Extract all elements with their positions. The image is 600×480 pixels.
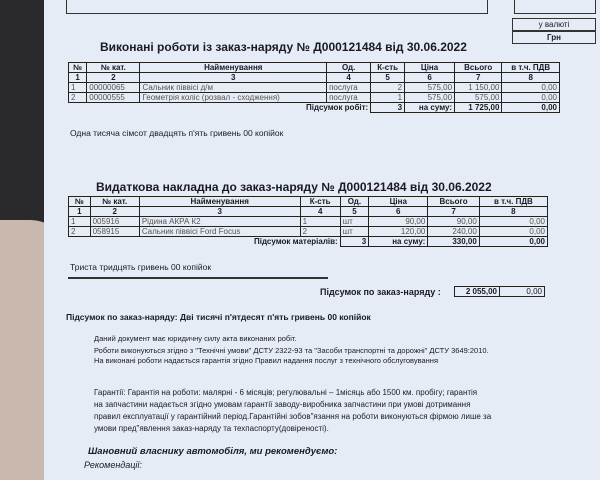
column-header: № кат.	[90, 197, 139, 207]
grand-total-vat: 0,00	[500, 287, 545, 297]
table-cell: 00000065	[87, 83, 140, 93]
table-cell: 575,00	[405, 83, 455, 93]
column-header: №	[69, 63, 87, 73]
column-number: 8	[502, 73, 560, 83]
table-cell: послуга	[327, 93, 371, 103]
note-3: На виконані роботи надається гарантія згідно Правил надання послуг з технічного обслуговування	[94, 356, 439, 365]
table-cell: послуга	[327, 83, 371, 93]
currency-label: у валюті	[512, 18, 596, 31]
warranty-3: правил експлуатації у гарантійний період.Гарантійні зобов"язання на роботи виконуються фірмою лише за	[94, 412, 492, 421]
table-cell: Сальник піввісі Ford Focus	[139, 227, 300, 237]
table-cell: 1	[69, 217, 91, 227]
column-number: 4	[327, 73, 371, 83]
table-cell: 0,00	[502, 93, 560, 103]
column-header: Ціна	[405, 63, 455, 73]
table-cell: 575,00	[455, 93, 502, 103]
table-cell: 90,00	[369, 217, 428, 227]
table-cell: 1	[69, 83, 87, 93]
column-number: 3	[140, 73, 327, 83]
column-header: Найменування	[140, 63, 327, 73]
table-cell: 005916	[90, 217, 139, 227]
column-number: 6	[369, 207, 428, 217]
works-table	[68, 62, 560, 113]
table-cell: 575,00	[405, 93, 455, 103]
table-cell: 1	[300, 217, 340, 227]
grand-total-words: Підсумок по заказ-наряду: Дві тисячі п'ятдесят п'ять гривень 00 копійок	[66, 312, 371, 322]
table-cell: 2	[69, 93, 87, 103]
column-number: 3	[139, 207, 300, 217]
works-title: Виконані роботи із заказ-наряду № Д000121484 від 30.06.2022	[100, 40, 467, 54]
column-number: 7	[455, 73, 502, 83]
currency-box	[512, 18, 596, 44]
total-label: Підсумок матеріалів:	[253, 237, 338, 247]
total-sum: 1 725,00	[455, 103, 502, 113]
materials-title: Видаткова накладна до заказ-наряду № Д000121484 від 30.06.2022	[96, 180, 492, 194]
column-number: 2	[87, 73, 140, 83]
warranty-1: Гарантії: Гарантія на роботи: малярні - 6 місяців; регулювальні – 1місяць або 1500 км. пробігу; гарантія	[94, 388, 478, 397]
column-header: №	[69, 197, 91, 207]
recommend-title: Шановний власнику автомобіля, ми рекомендуємо:	[88, 446, 338, 457]
column-header: Всього	[428, 197, 479, 207]
column-number: 5	[371, 73, 405, 83]
sum-label: на суму:	[405, 103, 455, 113]
total-qty: 3	[371, 103, 405, 113]
table-cell: 2	[371, 83, 405, 93]
total-label: Підсумок робіт:	[306, 103, 369, 113]
currency-value: Грн	[512, 31, 596, 44]
total-vat: 0,00	[479, 237, 547, 247]
column-header: К-сть	[371, 63, 405, 73]
table-row	[69, 217, 548, 227]
table-cell: Сальник піввісі д/м	[140, 83, 327, 93]
column-header: Од.	[340, 197, 368, 207]
table-cell: Рідина АКРА К2	[139, 217, 300, 227]
table-cell: 00000555	[87, 93, 140, 103]
total-sum: 330,00	[428, 237, 479, 247]
column-number: 5	[340, 207, 368, 217]
table-cell: 0,00	[479, 227, 547, 237]
table-cell: 120,00	[369, 227, 428, 237]
column-header: Ціна	[369, 197, 428, 207]
table-cell: 240,00	[428, 227, 479, 237]
sum-label: на суму:	[369, 237, 428, 247]
document	[44, 0, 600, 480]
column-number: 1	[69, 73, 87, 83]
table-cell: 058915	[90, 227, 139, 237]
warranty-2: на запчастини надається згідно умовам гарантії заводу-виробника запчастини при умові дотримання	[94, 400, 471, 409]
table-row	[69, 93, 560, 103]
table-cell: 90,00	[428, 217, 479, 227]
header-box	[514, 0, 596, 14]
column-header: К-сть	[300, 197, 340, 207]
table-cell: 1 150,00	[455, 83, 502, 93]
column-number: 2	[90, 207, 139, 217]
materials-words: Триста тридцять гривень 00 копійок	[70, 262, 212, 272]
table-cell: 2	[300, 227, 340, 237]
column-header: № кат.	[87, 63, 140, 73]
note-2: Роботи виконуються згідно з "Технічні умови" ДСТУ 2322-93 та "Засоби транспортні та дорожні" ДСТУ 3649:2010.	[94, 346, 489, 355]
grand-total-sum: 2 055,00	[455, 287, 500, 297]
header-box	[66, 0, 488, 14]
warranty-4: умови пред"явлення заказ-наряду та техпаспорту(довіреності).	[94, 424, 329, 433]
column-header: в т.ч. ПДВ	[479, 197, 547, 207]
table-cell: 2	[69, 227, 91, 237]
table-row	[69, 227, 548, 237]
column-header: в т.ч. ПДВ	[502, 63, 560, 73]
column-number: 8	[479, 207, 547, 217]
column-number: 4	[300, 207, 340, 217]
grand-total-table	[454, 286, 545, 297]
table-cell: Геометрія коліс (розвал - сходження)	[140, 93, 327, 103]
materials-table	[68, 196, 548, 247]
total-vat: 0,00	[502, 103, 560, 113]
recommend-label: Рекомендації:	[84, 460, 142, 470]
column-header: Од.	[327, 63, 371, 73]
table-cell: 1	[371, 93, 405, 103]
grand-total-label: Підсумок по заказ-наряду :	[320, 287, 441, 297]
column-number: 1	[69, 207, 91, 217]
table-cell: шт	[340, 227, 368, 237]
table-cell: 0,00	[479, 217, 547, 227]
column-number: 6	[405, 73, 455, 83]
works-words: Одна тисяча сімсот двадцять п'ять гривень 00 копійок	[70, 128, 284, 138]
note-1: Даний документ має юридичну силу акта виконаних робіт.	[94, 334, 297, 343]
column-number: 7	[428, 207, 479, 217]
column-header: Всього	[455, 63, 502, 73]
table-row	[69, 83, 560, 93]
table-cell: 0,00	[502, 83, 560, 93]
column-header: Найменування	[139, 197, 300, 207]
total-qty: 3	[340, 237, 368, 247]
table-cell: шт	[340, 217, 368, 227]
divider	[68, 277, 328, 279]
